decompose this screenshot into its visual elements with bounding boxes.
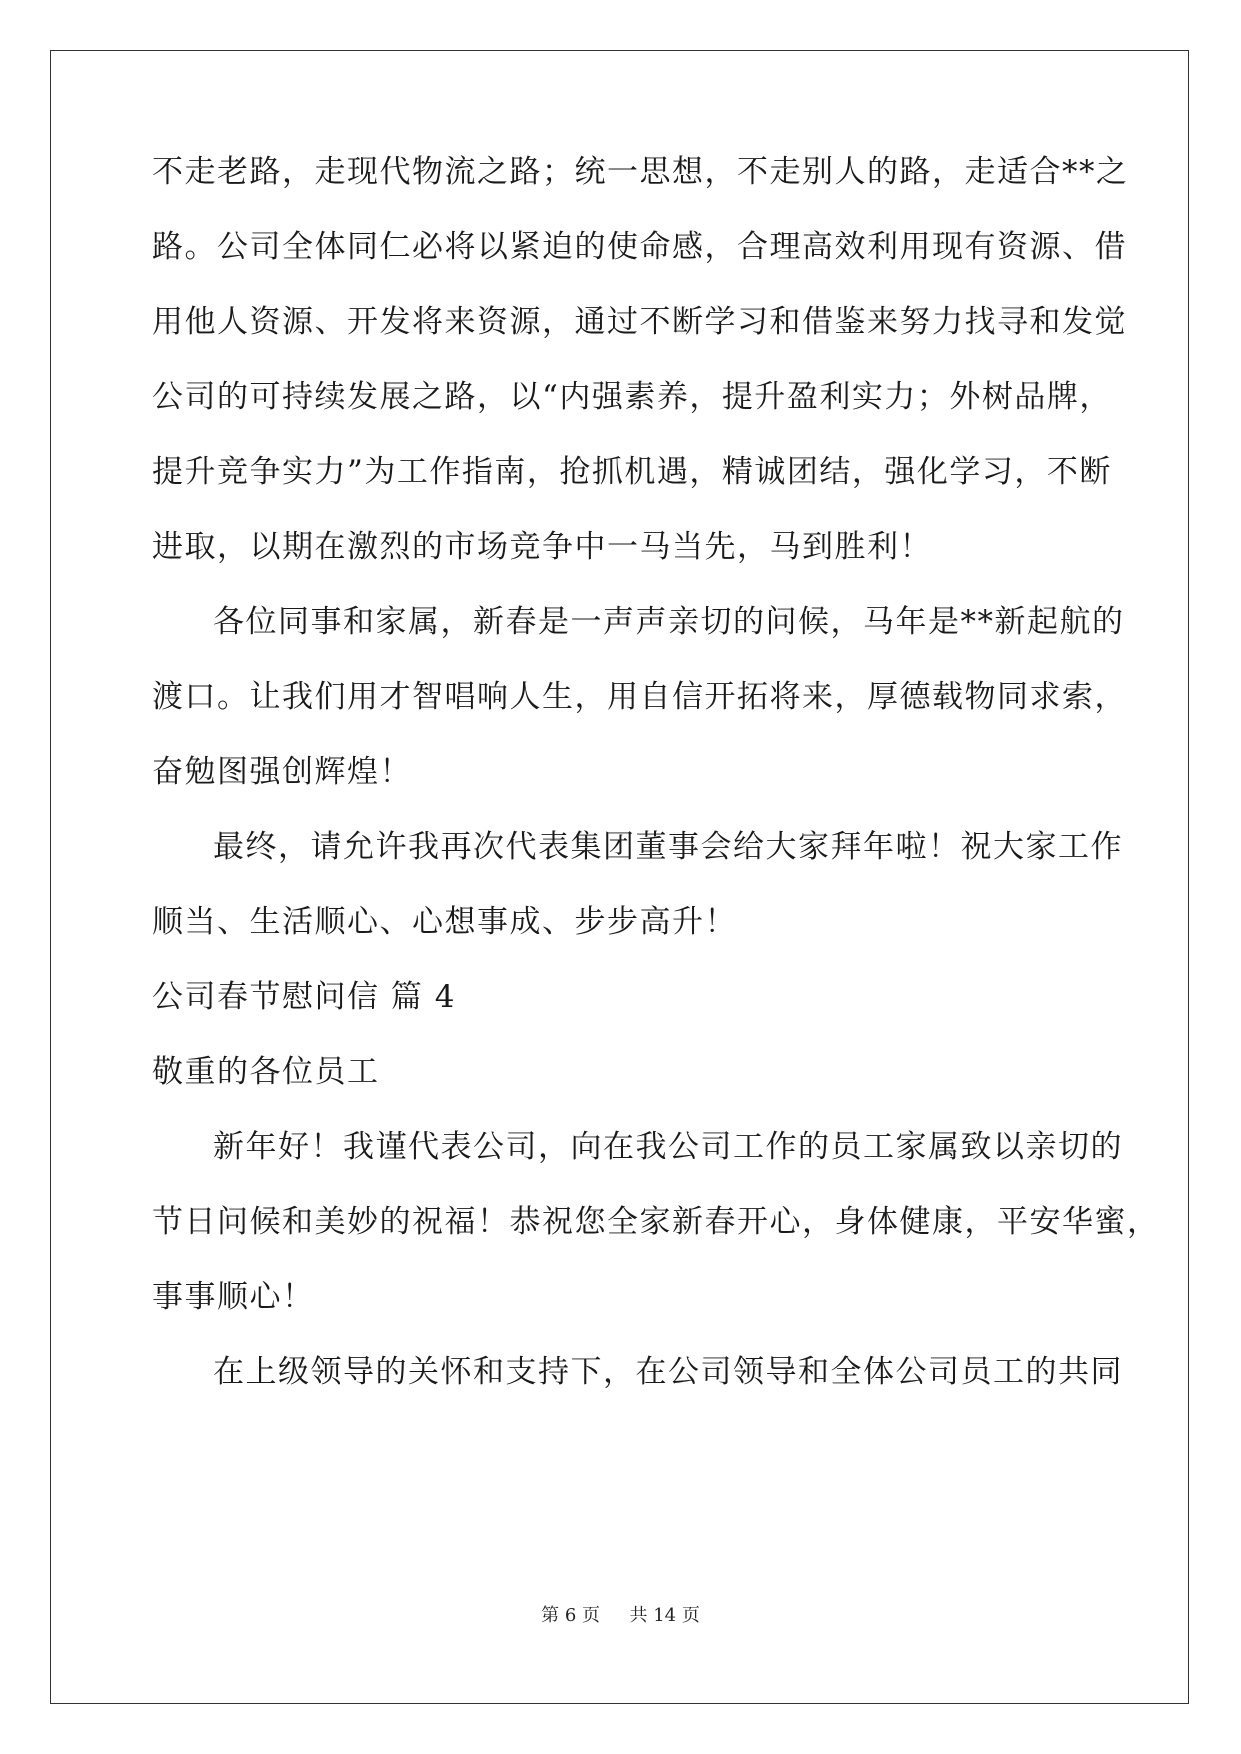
page-number: 第 6 页 bbox=[541, 1605, 601, 1626]
paragraph-line: 节日问候和美妙的祝福！恭祝您全家新春开心，身体健康，平安华蜜， bbox=[152, 1204, 1160, 1240]
page-footer bbox=[0, 1604, 1241, 1628]
paragraph-line: 用他人资源、开发将来资源，通过不断学习和借鉴来努力找寻和发觉 bbox=[152, 304, 1127, 340]
paragraph-line: 奋勉图强创辉煌！ bbox=[152, 754, 412, 790]
paragraph-line: 渡口。让我们用才智唱响人生，用自信开拓将来，厚德载物同求索， bbox=[152, 679, 1127, 715]
paragraph-line: 进取，以期在激烈的市场竞争中一马当先，马到胜利！ bbox=[152, 529, 932, 565]
page-border bbox=[50, 50, 1189, 1704]
paragraph-line: 顺当、生活顺心、心想事成、步步高升！ bbox=[152, 904, 737, 940]
paragraph-line: 事事顺心！ bbox=[152, 1279, 315, 1315]
paragraph-line: 路。公司全体同仁必将以紧迫的使命感，合理高效利用现有资源、借 bbox=[152, 229, 1127, 265]
paragraph-line: 新年好！我谨代表公司，向在我公司工作的员工家属致以亲切的 bbox=[213, 1129, 1123, 1165]
paragraph-line: 最终，请允许我再次代表集团董事会给大家拜年啦！祝大家工作 bbox=[213, 829, 1123, 865]
salutation: 敬重的各位员工 bbox=[152, 1054, 380, 1090]
paragraph-line: 各位同事和家属，新春是一声声亲切的问候，马年是**新起航的 bbox=[213, 604, 1125, 640]
section-heading: 公司春节慰问信 篇 4 bbox=[152, 979, 456, 1015]
paragraph-line: 提升竞争实力”为工作指南，抢抓机遇，精诚团结，强化学习，不断 bbox=[152, 454, 1112, 490]
paragraph-line: 公司的可持续发展之路，以“内强素养，提升盈利实力；外树品牌， bbox=[152, 379, 1112, 415]
page-total: 共 14 页 bbox=[629, 1605, 700, 1626]
paragraph-line: 不走老路，走现代物流之路；统一思想，不走别人的路，走适合**之 bbox=[152, 154, 1129, 190]
paragraph-line: 在上级领导的关怀和支持下，在公司领导和全体公司员工的共同 bbox=[213, 1354, 1123, 1390]
